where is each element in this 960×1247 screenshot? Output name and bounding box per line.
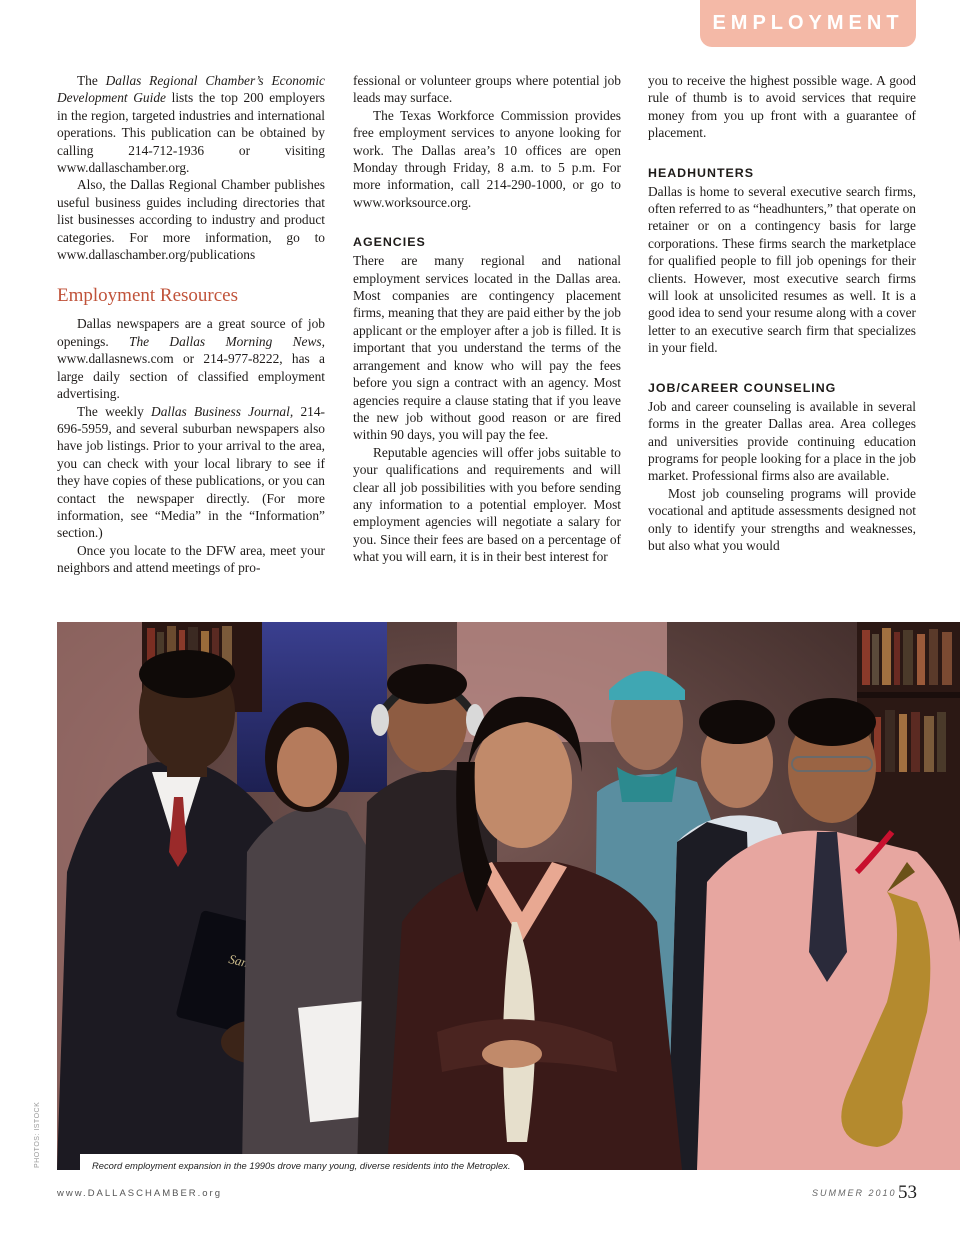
article-column-3 <box>648 72 916 554</box>
paragraph: There are many regional and national employment services located in the Dallas area. Most companies are contingency placement firms, meaning that they are paid either by the job applicant or the employer after a job is filled. It is important that you understand the terms of the arrangement and know who will pay the fees before you sign a contract with an agency. Most agencies require a clause stating that if you leave the new job without good reason or are fired within 90 days, you will pay the fee. <box>353 253 621 443</box>
section-title: EMPLOYMENT <box>712 12 904 34</box>
paragraph: Reputable agencies will offer jobs suitable to your qualifications and requirements and will clear all job possibilities with you before sending any information to a potential employer. Most employment agencies will negotiate a salary for you. Since their fees are based on a percentage of what you will earn, it is in their best interest for <box>353 444 621 565</box>
subheading-agencies: AGENCIES <box>353 235 426 250</box>
publication-title: Dallas Business Journal, <box>151 403 294 419</box>
bible-title: Santa <box>227 951 260 973</box>
section-tab <box>700 0 916 47</box>
paragraph: Most job counseling programs will provide vocational and aptitude assessments designed not only to identify your strengths and weaknesses, but also what you would <box>648 485 916 553</box>
photo-caption: Record employment expansion in the 1990s drove many young, diverse residents into the Metroplex. <box>80 1154 524 1178</box>
paragraph: Once you locate to the DFW area, meet your neighbors and attend meetings of pro- <box>57 542 325 576</box>
subheading-headhunters: HEADHUNTERS <box>648 165 754 180</box>
group-photo <box>57 622 960 1170</box>
paragraph: Job and career counseling is available in several forms in the greater Dallas area. Area colleges and universities provide continuing education programs for people looking for a place in the job market. Professional firms also are available. <box>648 398 916 484</box>
page-number: 53 <box>898 1182 917 1203</box>
subheading-career-counseling: JOB/CAREER COUNSELING <box>648 380 837 395</box>
article-column-2 <box>353 72 621 566</box>
paragraph: fessional or volunteer groups where potential job leads may surface. <box>353 73 621 106</box>
photo-credit: PHOTOS: ISTOCK <box>34 1101 41 1168</box>
paragraph: you to receive the highest possible wage. A good rule of thumb is to avoid services that require money from you up front with a guarantee of placement. <box>648 73 916 141</box>
paragraph: Also, the Dallas Regional Chamber publishes useful business guides including directories that list businesses according to industry and product categories. For more information, go to www.dallaschamber.org/publications <box>57 177 325 263</box>
paragraph: The Dallas Regional Chamber’s Economic Development Guide lists the top 200 employers in the region, targeted industries and international operations. This publication can be obtained by calling 214-712-1936 or visiting www.dallaschamber.org. <box>57 73 325 176</box>
article-column-1 <box>57 72 325 577</box>
publication-title: Dallas Regional Chamber’s Economic Development Guide <box>57 73 325 106</box>
footer-issue: SUMMER 2010 <box>812 1188 897 1198</box>
group-photo-illustration <box>57 622 960 1170</box>
paragraph: The Texas Workforce Commission provides free employment services to anyone looking for work. The Dallas area’s 10 offices are open Monday through Friday, 8 a.m. to 5 p.m. For more information, call 214-290-1000, or go to www.worksource.org. <box>353 107 621 210</box>
paragraph: The weekly Dallas Business Journal, 214-696-5959, and several suburban newspapers also have job listings. Prior to your arrival to the area, you can check with your local library to see if they have copies of these publications, or you can contact the newspaper directly. (For more information, see “Media” in the “Information” section.) <box>57 403 326 541</box>
section-heading: Employment Resources <box>57 285 238 307</box>
paragraph: Dallas newspapers are a great source of job openings. The Dallas Morning News, www.dallasnews.com or 214-977-8222, has a large daily section of classified employment advertising. <box>57 316 325 402</box>
footer-url: www.DALLASCHAMBER.org <box>57 1188 223 1199</box>
publication-title: The Dallas Morning News, <box>129 333 325 349</box>
paragraph: Dallas is home to several executive search firms, often referred to as “headhunters,” that operate on retainer or on a contingency basis for large corporations. These firms search the marketplace for qualified people to fill job openings for their clients. However, most executive search firms will look at unsolicited resumes as well. It is a good idea to send your resume along with a cover letter to an executive search firm that specializes in your field. <box>648 183 916 356</box>
